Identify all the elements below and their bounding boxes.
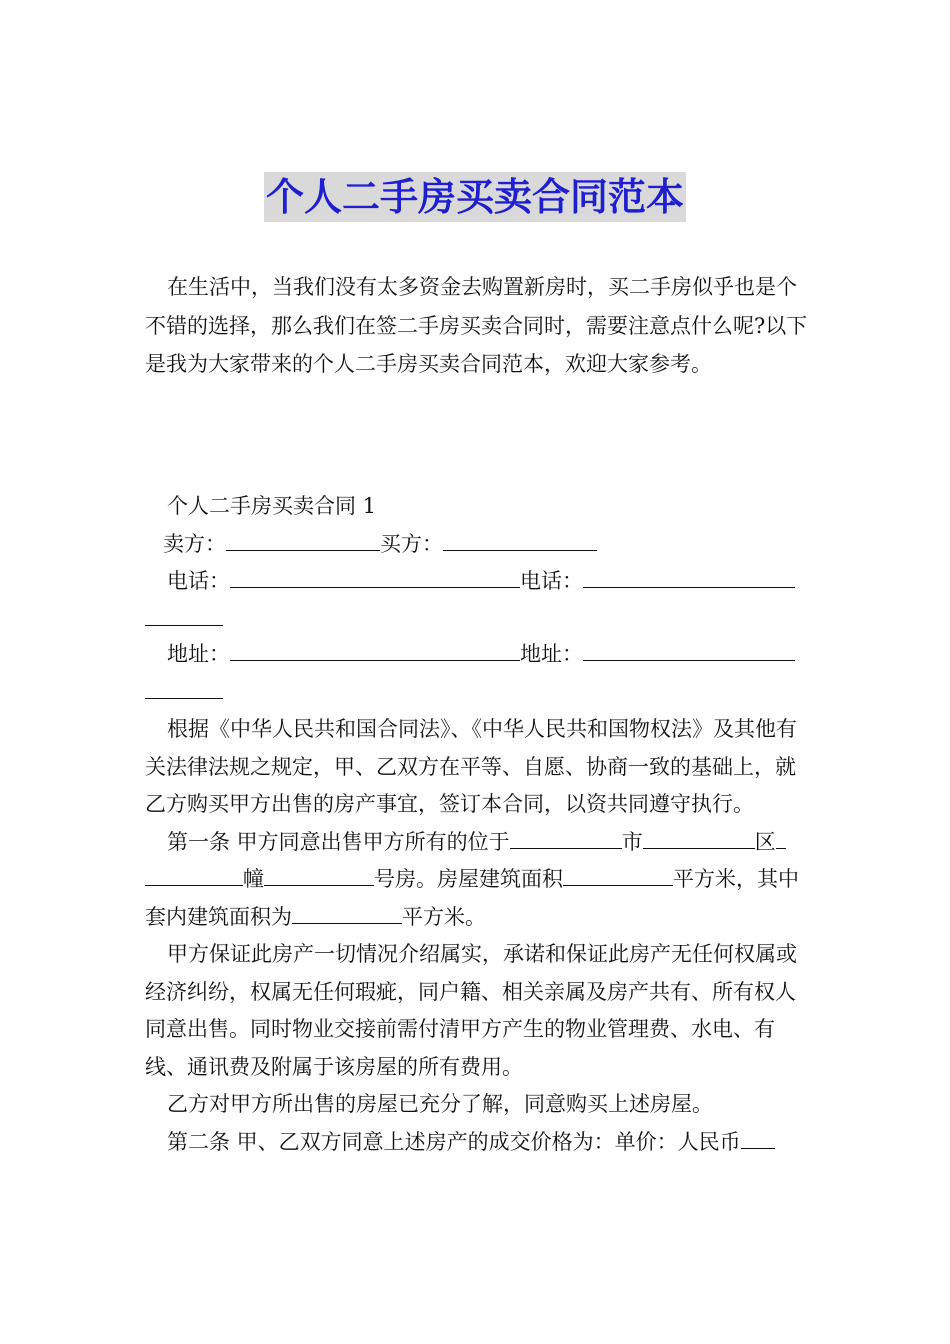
seller-address-blank[interactable]: [230, 641, 520, 661]
phone-row-continued: [145, 601, 815, 639]
address-row: [145, 636, 815, 674]
preamble-paragraph: 根据《中华人民共和国合同法》、《中华人民共和国物权法》及其他有关法律法规之规定，甲、乙双方在平等、自愿、协商一致的基础上，就乙方购买甲方出售的房产事宜，签订本合同，以资共同遵守执行。: [145, 717, 797, 816]
buyer-address-blank[interactable]: [583, 641, 795, 661]
article-2-paragraph: [145, 1124, 815, 1162]
room-blank[interactable]: [264, 866, 374, 886]
buyer-label: 买方：: [380, 531, 443, 556]
buyer-phone-label: 电话：: [520, 569, 583, 593]
district-blank[interactable]: [643, 829, 755, 849]
building-label: 幢: [243, 867, 264, 891]
buyer-phone-blank[interactable]: [583, 568, 795, 588]
document-title: 个人二手房买卖合同范本: [264, 172, 686, 222]
contract-heading-text: 个人二手房买卖合同 1: [167, 494, 377, 518]
buyer-blank[interactable]: [443, 531, 597, 551]
area-blank[interactable]: [563, 866, 673, 886]
article-2-text: 第二条 甲、乙双方同意上述房产的成交价格为：单价：人民币: [167, 1129, 741, 1154]
building-blank[interactable]: [145, 866, 243, 886]
buyer-address-label: 地址：: [520, 642, 583, 666]
city-blank[interactable]: [510, 829, 622, 849]
buyer-address-blank-cont[interactable]: [145, 679, 223, 699]
seller-phone-blank[interactable]: [230, 568, 520, 588]
phone-row: [145, 563, 815, 601]
party-row: [145, 526, 815, 564]
inner-area-blank[interactable]: [292, 904, 402, 924]
district-blank-tail[interactable]: [776, 829, 786, 849]
intro-paragraph: 在生活中，当我们没有太多资金去购置新房时，买二手房似乎也是个不错的选择，那么我们在签二手房买卖合同时，需要注意点什么呢?以下是我为大家带来的个人二手房买卖合同范本，欢迎大家参考。: [145, 275, 808, 376]
room-label: 号房。房屋建筑面积: [374, 867, 563, 891]
seller-label: 卖方：: [163, 531, 226, 556]
guarantee-paragraph: 甲方保证此房产一切情况介绍属实，承诺和保证此房产无任何权属或经济纠纷，权属无任何瑕疵，同户籍、相关亲属及房产共有、所有权人同意出售。同时物业交接前需付清甲方产生的物业管理费、水电、有线、通讯费及附属于该房屋的所有费用。: [145, 942, 797, 1079]
area-unit-label: 平方米，其中套内建筑面积为: [145, 867, 799, 929]
district-label: 区: [754, 829, 776, 854]
contract-section: [145, 488, 815, 1161]
seller-blank[interactable]: [226, 531, 380, 551]
seller-address-label: 地址：: [167, 642, 230, 666]
title-wrap: [0, 172, 950, 222]
contract-heading: [145, 488, 815, 526]
inner-area-unit-label: 平方米。: [402, 904, 486, 929]
buyer-phone-blank-cont[interactable]: [145, 606, 223, 626]
article-1-intro: 第一条 甲方同意出售甲方所有的位于: [167, 829, 510, 854]
buyer-acknowledgement: 乙方对甲方所出售的房屋已充分了解，同意购买上述房屋。: [167, 1092, 713, 1116]
intro-section: [145, 268, 815, 384]
article-1-paragraph: [145, 824, 815, 937]
seller-phone-label: 电话：: [167, 569, 230, 593]
price-blank[interactable]: [741, 1129, 775, 1149]
city-label: 市: [621, 829, 643, 854]
address-row-continued: [145, 674, 815, 712]
